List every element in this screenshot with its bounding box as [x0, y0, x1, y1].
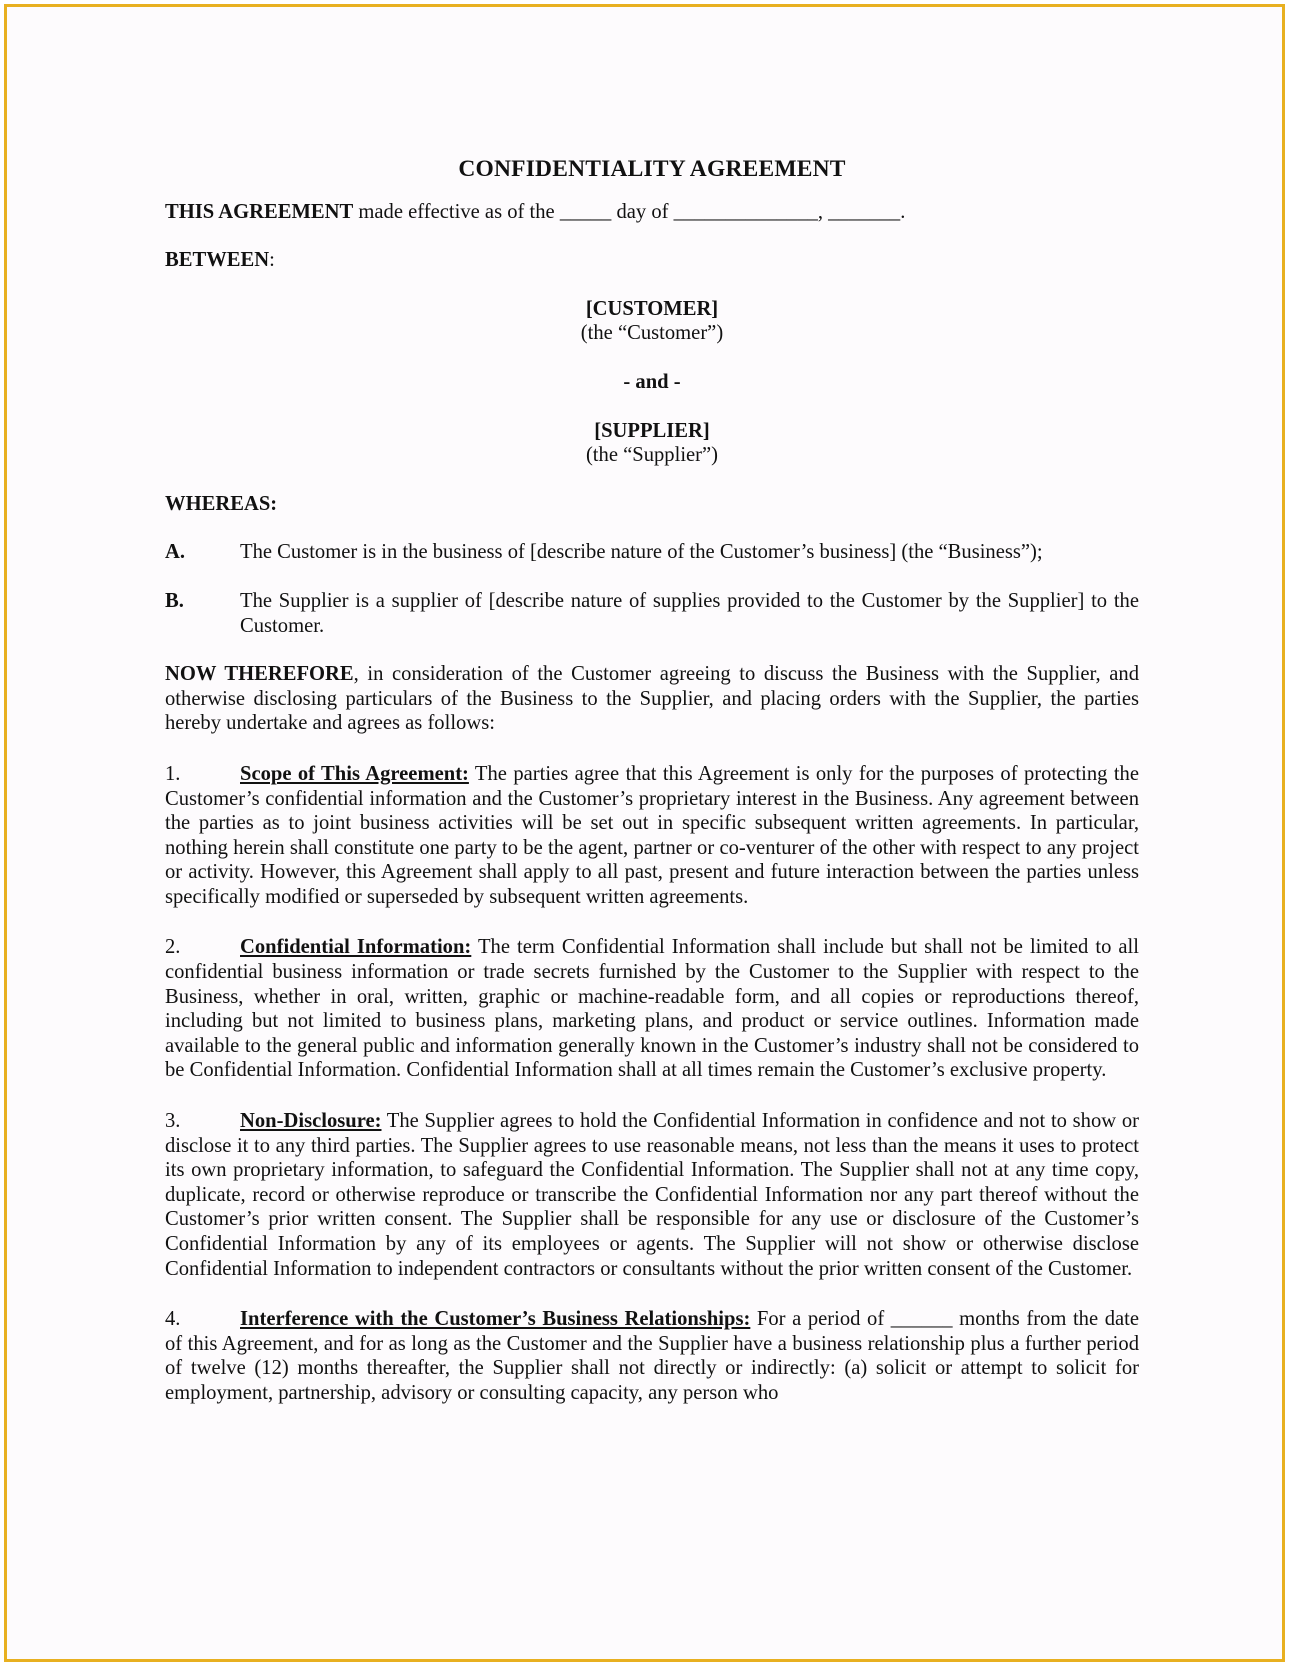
- now-therefore-bold: NOW THEREFORE: [165, 663, 354, 686]
- and-separator: [165, 370, 1139, 395]
- document-title: CONFIDENTIALITY AGREEMENT: [458, 156, 846, 182]
- party1-name: [165, 297, 1139, 322]
- clause-number: 1.: [165, 762, 181, 785]
- clause-2: [165, 935, 1139, 1083]
- intro-text: made effective as of the _____ day of ______________, _______.: [353, 200, 906, 223]
- recital-a: [165, 540, 1139, 565]
- clause-number: 4.: [165, 1308, 181, 1331]
- intro-paragraph: [165, 200, 1139, 225]
- intro-bold: THIS AGREEMENT: [165, 200, 354, 223]
- recital-text: The Supplier is a supplier of [describe nature of supplies provided to the Customer by the Supplier] to the Customer.: [240, 589, 1139, 637]
- clause-heading: Scope of This Agreement:: [240, 762, 469, 785]
- recital-b: [165, 589, 1139, 638]
- party2-name: [165, 419, 1139, 444]
- clause-text: The parties agree that this Agreement is only for the purposes of protecting the Customer’s confidential information and the Customer’s proprietary interest in the Business. Any agreement between the parties as to joint business activities will be set out in specific subsequent written agreements. In particular, nothing herein shall constitute one party to be the agent, partner or co-venturer of the other with respect to any project or activity. However, this Agreement shall apply to all past, present and future interaction between the parties unless specifically modified or superseded by subsequent written agreements.: [165, 762, 1139, 908]
- between-heading: [165, 248, 1139, 273]
- now-therefore-paragraph: [165, 662, 1139, 736]
- recital-letter: A.: [165, 541, 186, 564]
- clause-text: The term Confidential Information shall include but shall not be limited to all confidential business information or trade secrets furnished by the Customer to the Supplier with respect to the Business, whether in oral, written, graphic or machine-readable form, and all copies or reproductions thereof, including but not limited to business plans, marketing plans, and product or service outlines. Information made available to the general public and information generally known in the Customer’s industry shall not be considered to be Confidential Information. Confidential Information shall at all times remain the Customer’s exclusive property.: [165, 936, 1139, 1082]
- clause-3: [165, 1109, 1139, 1281]
- clause-heading: Interference with the Customer’s Business Relationships:: [240, 1308, 751, 1331]
- clause-4: [165, 1307, 1139, 1405]
- recital-letter: B.: [165, 589, 184, 612]
- clause-heading: Non-Disclosure:: [240, 1110, 382, 1133]
- clause-1: [165, 762, 1139, 910]
- clause-number: 3.: [165, 1110, 181, 1133]
- party1-name-text: [CUSTOMER]: [585, 297, 719, 320]
- clause-number: 2.: [165, 936, 181, 959]
- clause-text: For a period of ______ months from the date of this Agreement, and for as long as the Customer and the Supplier have a business relationship plus a further period of twelve (12) months thereafter, the Supplier shall not directly or indirectly: (a) solicit or attempt to solicit for employment, partnership, advisory or consulting capacity, any person who: [165, 1308, 1139, 1404]
- now-therefore-text: , in consideration of the Customer agreeing to discuss the Business with the Supplier, and otherwise disclosing particulars of the Business to the Supplier, and placing orders with the Supplier, the parties hereby undertake and agrees as follows:: [165, 663, 1139, 735]
- clause-text: The Supplier agrees to hold the Confidential Information in confidence and not to show or disclose it to any third parties. The Supplier agrees to use reasonable means, not less than the means it uses to protect its own proprietary information, to safeguard the Confidential Information. The Supplier shall not at any time copy, duplicate, record or otherwise reproduce or transcribe the Confidential Information nor any part thereof without the Customer’s prior written consent. The Supplier shall be responsible for any use or disclosure of the Customer’s Confidential Information by any of its employees or agents. The Supplier will not show or otherwise disclose Confidential Information to independent contractors or consultants without the prior written consent of the Customer.: [165, 1110, 1139, 1280]
- whereas-heading: [165, 492, 1139, 517]
- party1-alias: (the “Customer”): [580, 322, 724, 345]
- and-separator-text: - and -: [623, 370, 681, 393]
- party2-name-text: [SUPPLIER]: [594, 419, 710, 442]
- document-page: [165, 157, 1139, 1406]
- whereas-label: WHEREAS:: [165, 492, 278, 515]
- between-label: BETWEEN: [165, 249, 270, 272]
- between-colon: :: [269, 249, 275, 272]
- recital-text: The Customer is in the business of [describe nature of the Customer’s business] (the “Business”);: [240, 541, 1043, 564]
- page-frame: [4, 4, 1285, 1662]
- party2-alias: (the “Supplier”): [585, 444, 719, 467]
- clause-heading: Confidential Information:: [240, 936, 472, 959]
